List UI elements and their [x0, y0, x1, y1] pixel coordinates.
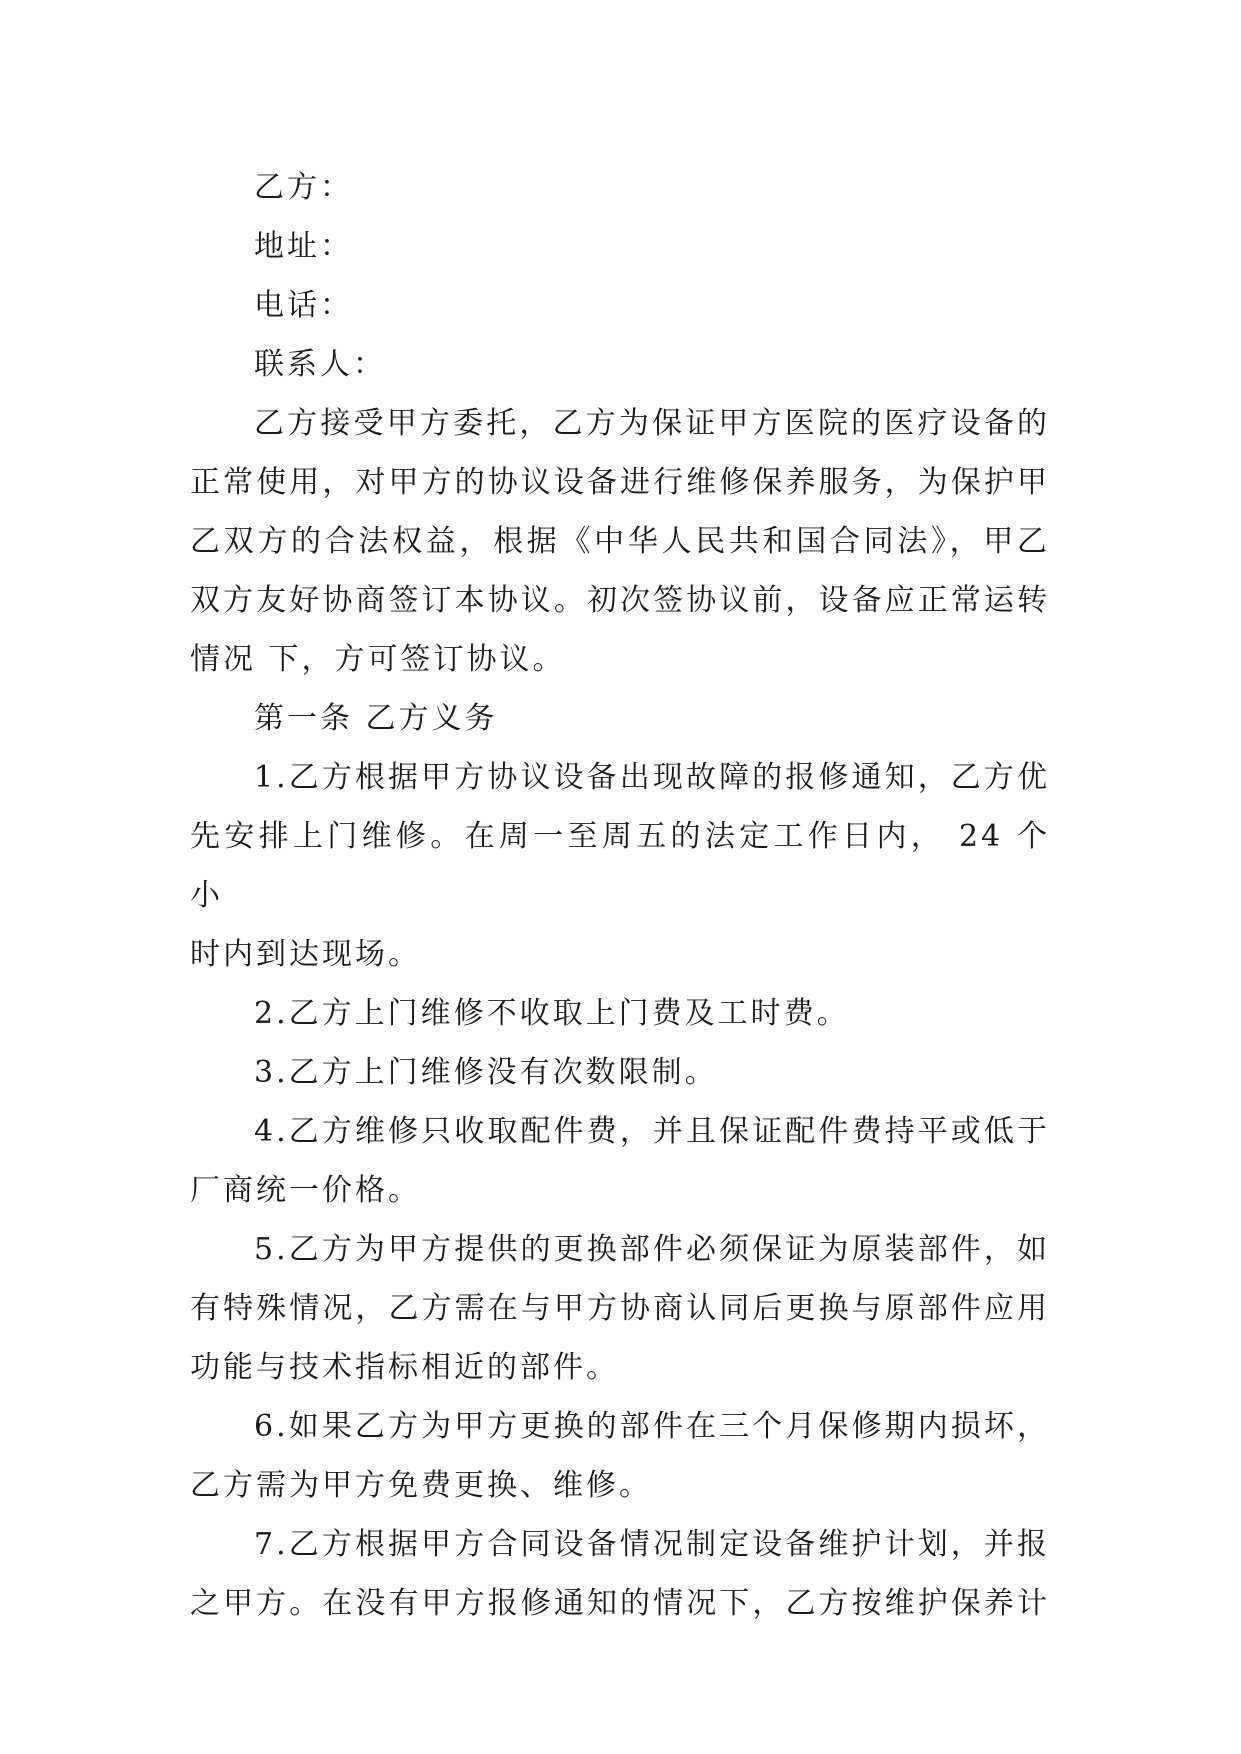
- intro-line-5: 情况 下，方可签订协议。: [190, 642, 566, 677]
- item-1-line-1: 1.乙方根据甲方协议设备出现故障的报修通知，乙方优: [254, 760, 1050, 795]
- intro-line-4: 双方友好协商签订本协议。初次签协议前，设备应正常运转: [190, 583, 1050, 618]
- item-1-line-2: 先安排上门维修。在周一至周五的法定工作日内， 24 个小: [190, 819, 1050, 913]
- item-6-line-1: 6.如果乙方为甲方更换的部件在三个月保修期内损坏，: [254, 1409, 1050, 1444]
- item-2: 2.乙方上门维修不收取上门费及工时费。: [254, 996, 850, 1031]
- item-4-line-2: 厂商统一价格。: [190, 1173, 421, 1208]
- address-field: 地址：: [254, 229, 353, 264]
- party-b-field: 乙方：: [254, 170, 353, 205]
- item-5-line-3: 功能与技术指标相近的部件。: [190, 1350, 619, 1385]
- contact-field: 联系人：: [254, 347, 386, 382]
- document-page: [190, 158, 1050, 1633]
- intro-line-1: 乙方接受甲方委托，乙方为保证甲方医院的医疗设备的: [254, 406, 1050, 441]
- phone-field: 电话：: [254, 288, 353, 323]
- item-1-line-3: 时内到达现场。: [190, 937, 421, 972]
- item-7-line-2: 之甲方。在没有甲方报修通知的情况下，乙方按维护保养计: [190, 1586, 1050, 1621]
- article-1-title: 第一条 乙方义务: [254, 701, 498, 736]
- item-7-line-1: 7.乙方根据甲方合同设备情况制定设备维护计划，并报: [254, 1527, 1050, 1562]
- intro-line-3: 乙双方的合法权益，根据《中华人民共和国合同法》，甲乙: [190, 524, 1050, 559]
- intro-line-2: 正常使用，对甲方的协议设备进行维修保养服务，为保护甲: [190, 465, 1050, 500]
- item-4-line-1: 4.乙方维修只收取配件费，并且保证配件费持平或低于: [254, 1114, 1050, 1149]
- item-5-line-1: 5.乙方为甲方提供的更换部件必须保证为原装部件，如: [254, 1232, 1050, 1267]
- item-3: 3.乙方上门维修没有次数限制。: [254, 1055, 718, 1090]
- item-6-line-2: 乙方需为甲方免费更换、维修。: [190, 1468, 652, 1503]
- item-5-line-2: 有特殊情况，乙方需在与甲方协商认同后更换与原部件应用: [190, 1291, 1050, 1326]
